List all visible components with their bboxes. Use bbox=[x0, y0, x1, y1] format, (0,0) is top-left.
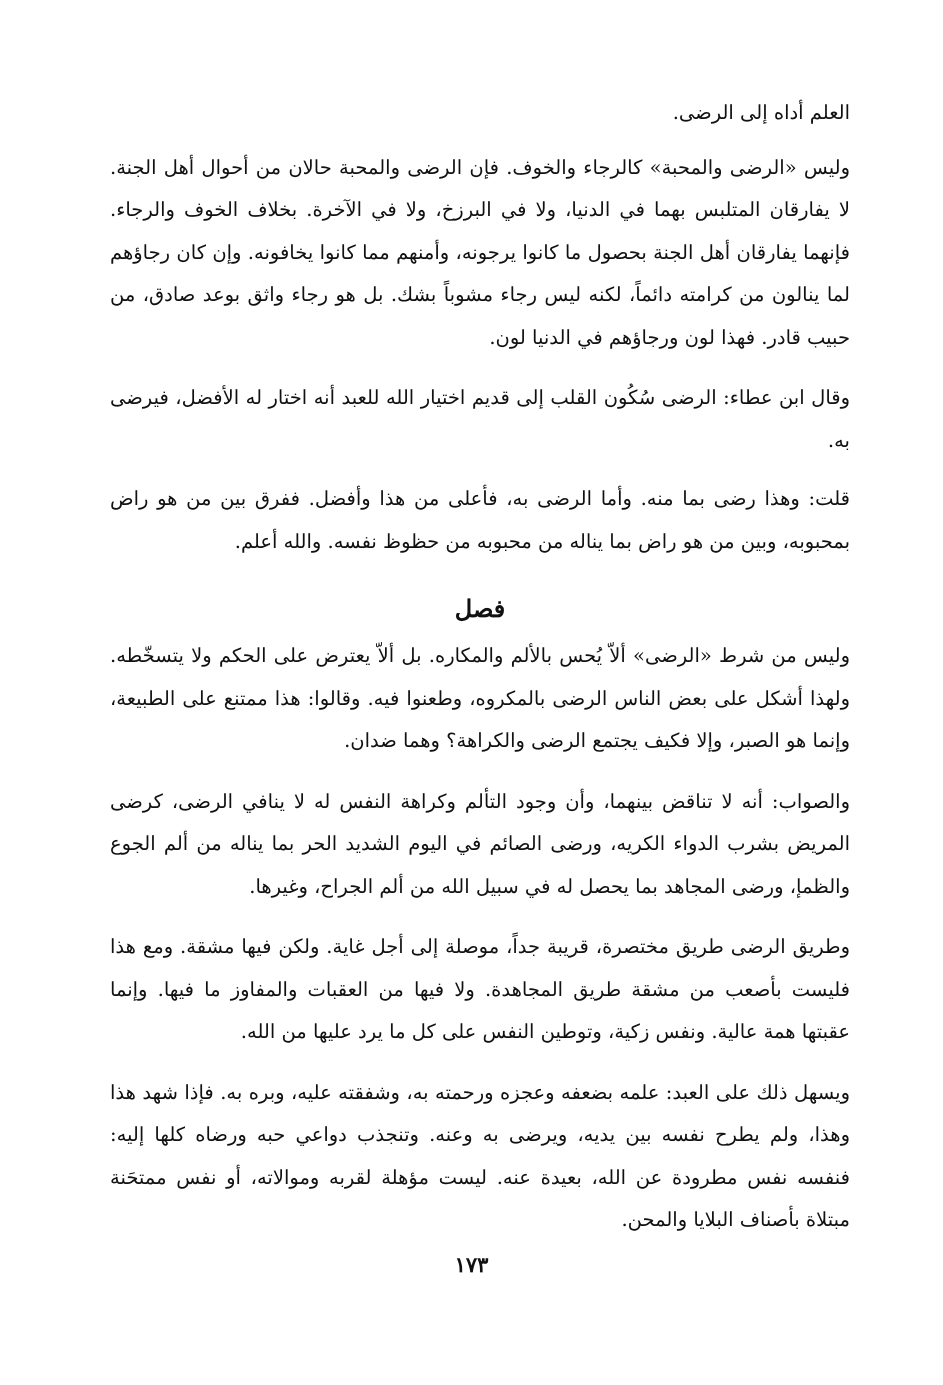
paragraph-ibn-ata: وقال ابن عطاء: الرضى سُكُون القلب إلى قديم اختيار الله للعبد أنه اختار له الأفضل، فيرضى به. bbox=[110, 386, 850, 452]
paragraph-tariq-rida: وطريق الرضى طريق مختصرة، قريبة جداً، موصلة إلى أجل غاية. ولكن فيها مشقة. ومع هذا فليست بأصعب من مشقة طريق المجاهدة. ولا فيها من العقبات والمفاوز ما فيها. وإنما عقبتها همة عالية. ونفس زكية، وتوطين النفس على كل ما يرد عليها من الله. bbox=[110, 935, 850, 1043]
paragraph-intro: العلم أداه إلى الرضى. bbox=[672, 101, 850, 124]
paragraph-qultu: قلت: وهذا رضى بما منه. وأما الرضى به، فأعلى من هذا وأفضل. ففرق بين من هو راض بمحبوبه، وبين من هو راض بما يناله من محبوبه من حظوظ نفسه. والله أعلم. bbox=[110, 487, 850, 553]
paragraph-yashal: ويسهل ذلك على العبد: علمه بضعفه وعجزه ورحمته به، وشفقته عليه، وبره به. فإذا شهد هذا وهذا، ولم يطرح نفسه بين يديه، ويرضى به وعنه. وتنجذب دواعي حبه ورضاه كلها إليه: فنفسه نفس مطرودة عن الله، بعيدة عنه. ليست مؤهلة لقربه وموالاته، أو نفس ممتحَنة مبتلاة بأصناف البلايا والمحن. bbox=[110, 1080, 850, 1231]
paragraph-shart-rida: وليس من شرط «الرضى» ألاّ يُحس بالألم والمكاره. بل ألاّ يعترض على الحكم ولا يتسخّطه. ولهذا أشكل على بعض الناس الرضى بالمكروه، وطعنوا فيه. وقالوا: هذا ممتنع على الطبيعة، وإنما هو الصبر، وإلا فكيف يجتمع الرضى والكراهة؟ وهما ضدان. bbox=[110, 644, 850, 752]
page-number: ١٧٣ bbox=[454, 1252, 489, 1277]
section-heading: فصل bbox=[454, 594, 506, 623]
paragraph-sawab: والصواب: أنه لا تناقض بينهما، وأن وجود التألم وكراهة النفس له لا ينافي الرضى، كرضى المريض بشرب الدواء الكريه، ورضى الصائم في اليوم الشديد الحر بما يناله من ألم الجوع والظمإ، ورضى المجاهد بما يحصل له في سبيل الله من ألم الجراح، وغيرها. bbox=[110, 789, 850, 898]
paragraph-rida-mahabba: وليس «الرضى والمحبة» كالرجاء والخوف. فإن الرضى والمحبة حالان من أحوال أهل الجنة. لا يفارقان المتلبس بهما في الدنيا، ولا في البرزخ، ولا في الآخرة. بخلاف الخوف والرجاء. فإنهما يفارقان أهل الجنة بحصول ما كانوا يرجونه، وأمنهم مما كانوا يخافونه. وإن كان رجاؤهم لما ينالون من كرامته دائماً، لكنه ليس رجاء مشوباً بشك. بل هو رجاء واثق بوعد صادق، من حبيب قادر. فهذا لون ورجاؤهم في الدنيا لون. bbox=[110, 155, 850, 349]
page-body bbox=[110, 92, 850, 1242]
